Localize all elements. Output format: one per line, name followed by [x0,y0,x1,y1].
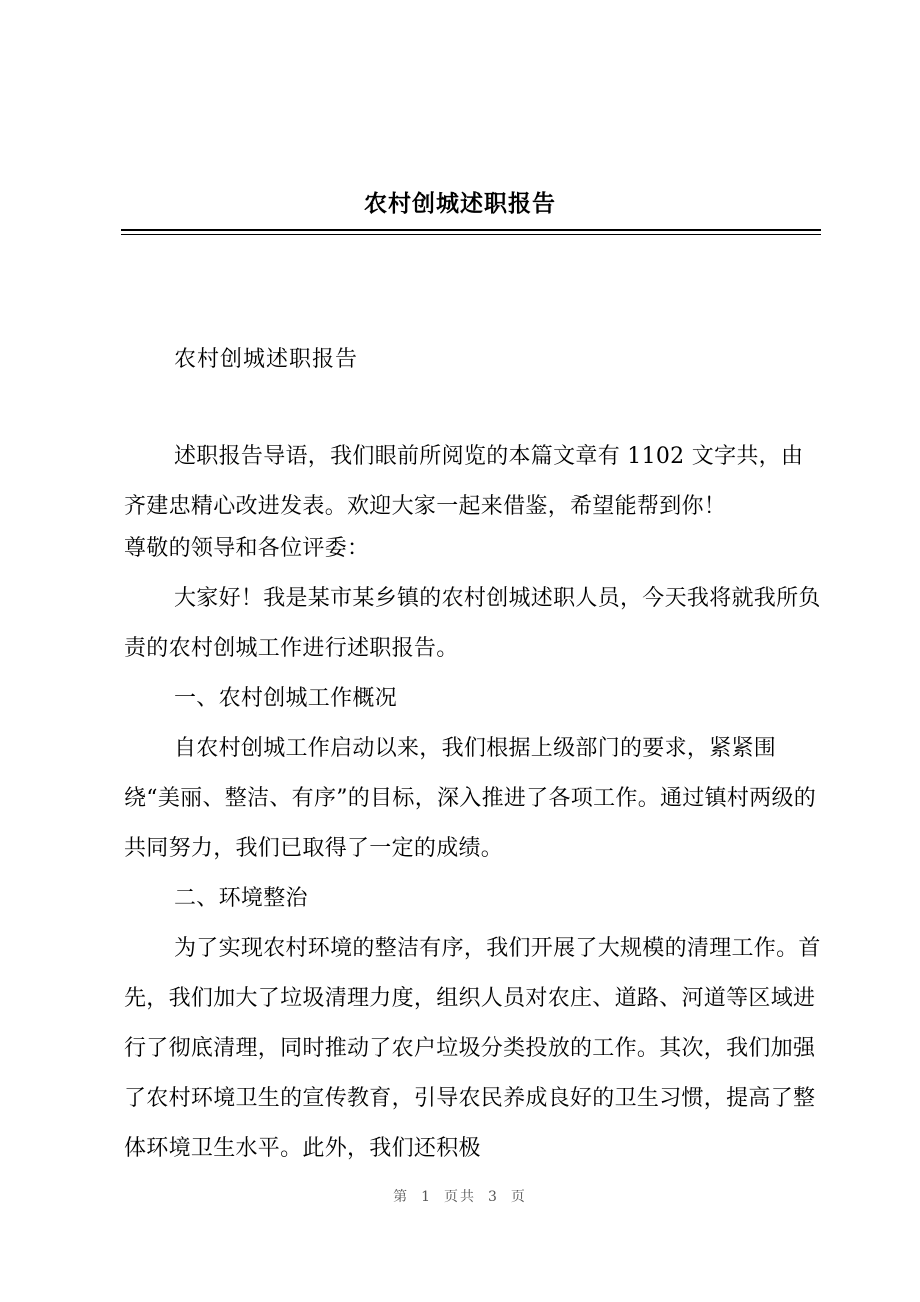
footer-prefix: 第 [393,1189,410,1205]
page-title: 农村创城述职报告 [364,190,556,217]
paragraph-salutation: 尊敬的领导和各位评委： [124,536,370,561]
footer-suffix: 页 [510,1189,527,1205]
paragraph-overview: 自农村创城工作启动以来，我们根据上级部门的要求，紧紧围绕“美丽、整洁、有序”的目标，深入推进了各项工作。通过镇村两级的共同努力，我们已取得了一定的成绩。 [124,736,817,861]
title-divider-thin [121,234,821,235]
title-divider-thick [121,229,821,231]
paragraph-intro: 述职报告导语，我们眼前所阅览的本篇文章有 1102 文字共，由齐建忠精心改进发表。欢迎大家一起来借鉴，希望能帮到你！ [124,444,804,519]
document-subtitle: 农村创城述职报告 [174,347,359,372]
section-heading-overview: 一、农村创城工作概况 [174,686,398,711]
footer-total-pages: 3 [488,1189,499,1205]
footer-mid: 页共 [444,1189,476,1205]
document-body [124,432,824,1174]
footer-current-page: 1 [421,1189,432,1205]
paragraph-greeting: 大家好！我是某市某乡镇的农村创城述职人员，今天我将就我所负责的农村创城工作进行述职报告。 [124,586,821,661]
paragraph-environment: 为了实现农村环境的整洁有序，我们开展了大规模的清理工作。首先，我们加大了垃圾清理力度，组织人员对农庄、道路、河道等区域进行了彻底清理，同时推动了农户垃圾分类投放的工作。其次，我们加强了农村环境卫生的宣传教育，引导农民养成良好的卫生习惯，提高了整体环境卫生水平。此外，我们还积极 [124,936,821,1161]
page-footer [0,1187,920,1207]
section-heading-environment: 二、环境整治 [174,886,308,911]
